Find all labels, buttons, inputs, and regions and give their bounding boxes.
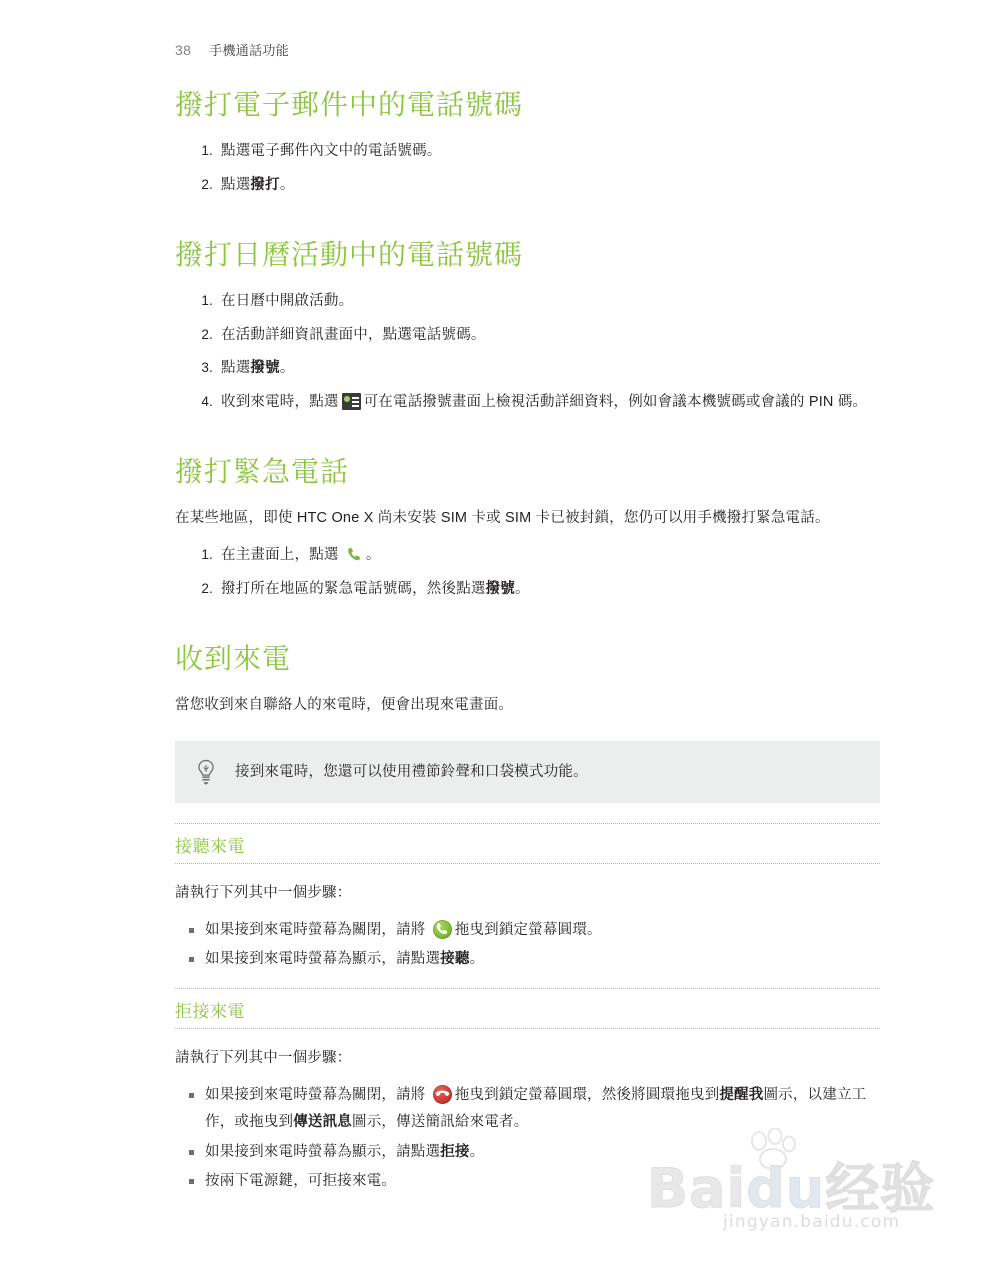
step-text-end: 。 <box>365 547 381 564</box>
decline-call-icon <box>433 1085 452 1104</box>
bullet-text-end: 。 <box>469 1143 485 1160</box>
list-item <box>221 389 880 417</box>
step-text-end: 可在電話撥號畫面上檢視活動詳細資料，例如會議本機號碼或會議的 PIN 碼。 <box>363 393 868 410</box>
bullet-text: 拖曳到鎖定螢幕圓環，然後將圓環拖曳到 <box>454 1086 720 1103</box>
watermark-url: jingyan.baidu.com <box>723 1212 901 1232</box>
list-item <box>221 138 880 166</box>
divider <box>175 863 880 864</box>
ui-label-remind-me: 提醒我 <box>719 1086 764 1103</box>
subsection-heading-answer-call: 接聽來電 <box>175 837 245 856</box>
divider <box>175 823 880 824</box>
watermark-brand-main: Bai <box>647 1157 747 1220</box>
list-item <box>221 288 880 316</box>
page-header <box>175 40 880 59</box>
bullet-text: 如果接到來電時螢幕為顯示，請點選 <box>205 951 441 968</box>
lightbulb-icon <box>193 757 219 787</box>
answer-call-icon <box>433 920 452 939</box>
ui-label-answer: 接聽 <box>440 951 470 968</box>
page-number: 38 <box>175 42 192 58</box>
emergency-intro-text: 在某些地區，即使 HTC One X 尚未安裝 SIM 卡或 SIM 卡已被封鎖，您仍可以用手機撥打緊急電話。 <box>175 510 830 527</box>
list-item <box>205 917 880 945</box>
tip-callout <box>175 741 880 803</box>
list-item <box>205 946 880 974</box>
ui-label-call: 撥號 <box>250 360 280 377</box>
bullet-text-end: 。 <box>469 951 485 968</box>
incoming-intro-text: 當您收到來自聯絡人的來電時，便會出現來電畫面。 <box>175 697 514 714</box>
step-text: 點選 <box>221 176 251 193</box>
section-heading-calendar-number: 撥打日曆活動中的電話號碼 <box>175 239 524 271</box>
decline-intro-text: 請執行下列其中一個步驟： <box>175 1049 352 1066</box>
list-item <box>221 322 880 350</box>
steps-list-emergency <box>175 542 880 603</box>
list-item <box>221 542 880 570</box>
section-heading-email-number: 撥打電子郵件中的電話號碼 <box>175 89 524 120</box>
step-text-end: 。 <box>515 580 530 597</box>
step-text: 在活動詳細資訊畫面中，點選電話號碼。 <box>221 326 486 343</box>
bullet-text-end: 拖曳到鎖定螢幕圓環。 <box>454 921 602 938</box>
ui-label-dial: 撥打 <box>250 176 280 193</box>
step-text-end: 。 <box>279 176 295 193</box>
step-text: 在日曆中開啟活動。 <box>221 293 354 310</box>
step-text: 點選 <box>221 360 251 377</box>
steps-list-calendar-number <box>175 288 880 416</box>
watermark-brand-accent: du <box>746 1157 826 1220</box>
bullets-answer-call <box>175 917 880 974</box>
bullet-text-end: 圖示，傳送簡訊給來電者。 <box>352 1114 529 1131</box>
list-item <box>205 1139 880 1167</box>
answer-intro-text: 請執行下列其中一個步驟： <box>175 885 352 901</box>
divider <box>175 1028 880 1029</box>
list-item <box>205 1168 880 1196</box>
divider <box>175 988 880 989</box>
chapter-title: 手機通話功能 <box>209 43 289 58</box>
ui-label-decline: 拒接 <box>440 1143 470 1160</box>
step-text: 點選電子郵件內文中的電話號碼。 <box>221 143 442 159</box>
list-item <box>221 355 880 383</box>
step-text: 收到來電時，點選 <box>221 393 339 410</box>
phone-icon <box>346 546 363 563</box>
section-heading-emergency-call: 撥打緊急電話 <box>175 456 350 488</box>
subsection-heading-decline-call: 拒接來電 <box>175 1001 245 1021</box>
list-item <box>221 172 880 200</box>
ui-label-send-message: 傳送訊息 <box>293 1114 353 1131</box>
bullet-text: 如果接到來電時螢幕為關閉，請將 <box>205 1086 426 1103</box>
ui-label-call: 撥號 <box>485 580 516 597</box>
step-text-end: 。 <box>279 360 295 377</box>
step-text: 在主畫面上，點選 <box>221 547 339 564</box>
watermark-brand-tail: 经验 <box>825 1157 936 1220</box>
bullet-text: 按兩下電源鍵，可拒接來電。 <box>205 1173 397 1190</box>
steps-list-email-number <box>175 138 880 199</box>
list-item <box>205 1082 880 1137</box>
bullets-decline-call <box>175 1082 880 1196</box>
step-text: 撥打所在地區的緊急電話號碼，然後點選 <box>221 580 486 597</box>
bullet-text: 如果接到來電時螢幕為顯示，請點選 <box>205 1143 441 1160</box>
contact-card-icon <box>342 393 361 410</box>
bullet-text: 如果接到來電時螢幕為關閉，請將 <box>205 921 426 938</box>
section-heading-incoming-call: 收到來電 <box>175 643 292 675</box>
bullet-text: 圖示，以建立工作，或拖曳到 <box>205 1086 867 1131</box>
tip-text: 接到來電時，您還可以使用禮節鈴聲和口袋模式功能。 <box>235 763 588 780</box>
list-item <box>221 576 880 604</box>
page-content <box>175 40 880 1204</box>
